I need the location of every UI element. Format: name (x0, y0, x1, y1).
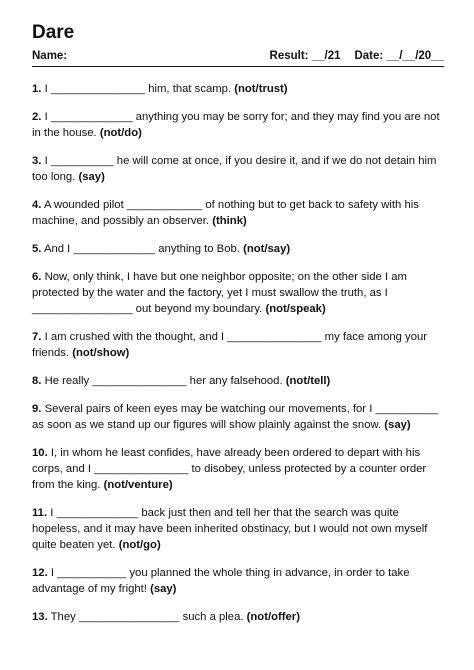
question-hint: (say) (78, 171, 105, 183)
question-number: 11. (32, 507, 48, 519)
question-text: He really _______________ her any falsehood. (44, 375, 283, 387)
question-hint: (think) (212, 215, 247, 227)
question-8 (32, 373, 444, 389)
question-2 (32, 109, 444, 141)
question-4 (32, 197, 444, 229)
result-label: Result: __/21 (269, 50, 341, 62)
question-3 (32, 153, 444, 185)
question-hint: (not/tell) (285, 375, 331, 387)
question-7 (32, 329, 444, 361)
question-number: 2. (32, 111, 42, 123)
page-title: Dare (32, 22, 75, 43)
question-text: I, in whom he least confides, have already been ordered to depart with his corps, and I _______________ to disobey, unless protected by a counter order from the king. (32, 447, 427, 491)
question-10 (32, 445, 444, 493)
question-number: 6. (32, 271, 42, 283)
question-13 (32, 609, 444, 625)
question-hint: (not/venture) (103, 479, 173, 491)
question-number: 13. (32, 611, 48, 623)
question-text: I _____________ back just then and tell her that the search was quite hopeless, and it may have been inherited obstinacy, but I would not own myself quite beaten yet. (32, 507, 428, 551)
question-hint: (not/go) (118, 539, 161, 551)
question-hint: (not/do) (99, 127, 142, 139)
question-hint: (not/say) (243, 243, 291, 255)
question-9 (32, 401, 444, 433)
question-number: 7. (32, 331, 42, 343)
question-hint: (say) (150, 583, 177, 595)
question-hint: (not/show) (72, 347, 130, 359)
question-number: 3. (32, 155, 42, 167)
question-hint: (not/speak) (265, 303, 326, 315)
question-12 (32, 565, 444, 597)
question-number: 10. (32, 447, 48, 459)
result-date-group (270, 50, 444, 62)
question-number: 4. (32, 199, 42, 211)
question-1 (32, 81, 444, 97)
question-text: I __________ he will come at once, if you desire it, and if we do not detain him too long. (32, 155, 437, 183)
question-text: I _____________ anything you may be sorry for; and they may find you are not in the house. (32, 111, 440, 139)
question-number: 1. (32, 83, 42, 95)
question-5 (32, 241, 444, 257)
question-text: Now, only think, I have but one neighbor opposite; on the other side I am protected by the water and the factory, yet I must swallow the truth, as I ________________ out beyond my boundary. (32, 271, 407, 315)
header-row (32, 50, 444, 67)
question-11 (32, 505, 444, 553)
question-hint: (say) (384, 419, 411, 431)
question-text: A wounded pilot ____________ of nothing but to get back to safety with his machine, and possibly an observer. (32, 199, 419, 227)
question-list (32, 81, 444, 625)
question-number: 9. (32, 403, 42, 415)
question-text: I am crushed with the thought, and I _______________ my face among your friends. (32, 331, 428, 359)
question-text: I _______________ him, that scamp. (44, 83, 232, 95)
question-number: 12. (32, 567, 48, 579)
question-text: Several pairs of keen eyes may be watching our movements, for I __________ as soon as we stand up our figures will show plainly against the snow. (32, 403, 439, 431)
question-hint: (not/trust) (234, 83, 288, 95)
name-label: Name: (32, 50, 68, 62)
date-label: Date: __/__/20__ (354, 50, 444, 62)
question-text: And I _____________ anything to Bob. (43, 243, 240, 255)
question-hint: (not/offer) (246, 611, 300, 623)
question-number: 5. (32, 243, 42, 255)
question-number: 8. (32, 375, 42, 387)
question-text: They ________________ such a plea. (50, 611, 244, 623)
question-6 (32, 269, 444, 317)
question-text: I ___________ you planned the whole thing in advance, in order to take advantage of my fright! (32, 567, 410, 595)
